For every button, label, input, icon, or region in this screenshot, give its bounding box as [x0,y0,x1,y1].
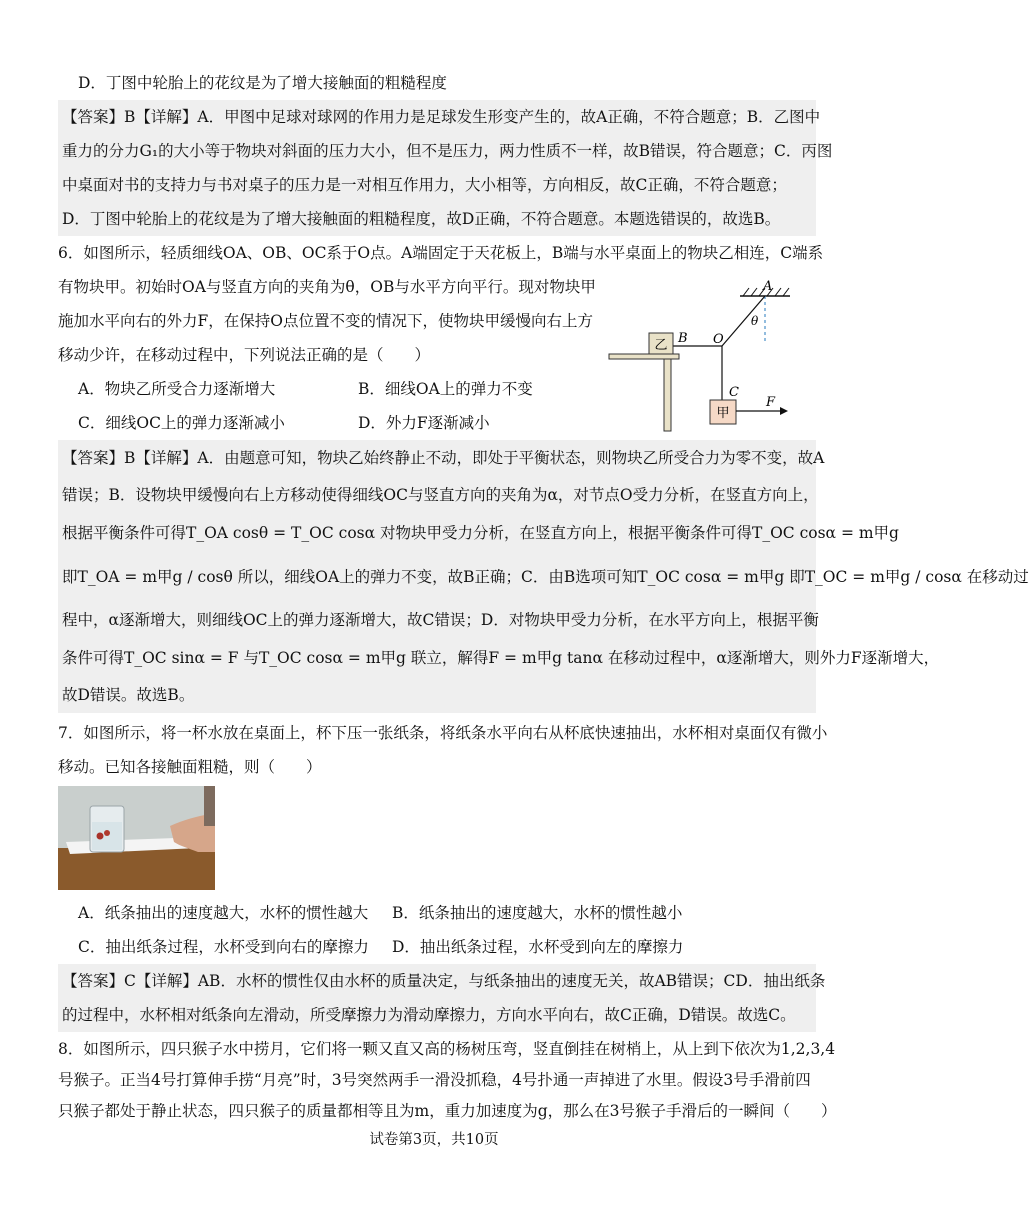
q6-option-c: C．细线OC上的弹力逐渐减小 [78,414,285,432]
answer7-line: 【答案】C【详解】AB．水杯的惯性仅由水杯的质量决定，与纸条抽出的速度无关，故AB错误；CD．抽出纸条 [62,972,826,990]
line-oa [722,296,765,346]
photo-red-item [104,830,110,836]
q6-option-a: A．物块乙所受合力逐渐增大 [78,380,276,398]
q8-line: 8．如图所示，四只猴子水中捞月，它们将一颗又直又高的杨树压弯，竖直倒挂在树梢上，从上到下依次为1,2,3,4 [58,1040,836,1058]
page-footer: 试卷第3页，共10页 [369,1132,499,1148]
q6-line: 施加水平向右的外力F，在保持O点位置不变的情况下，使物块甲缓慢向右上方 [58,312,593,330]
q8-block [58,1034,837,1127]
label-o: O [713,332,724,347]
answer5-line: 【答案】B【详解】A．甲图中足球对球网的作用力是足球发生形变产生的，故A正确，不符合题意；B．乙图中 [62,108,821,126]
q6-option-d: D．外力F逐渐减小 [358,414,490,432]
photo-sleeve [204,786,215,826]
label-yi: 乙 [654,338,668,353]
q7-line: 移动。已知各接触面粗糙，则（ ） [58,758,322,776]
answer7-line: 的过程中，水杯相对纸条向左滑动，所受摩擦力为滑动摩擦力，方向水平向右，故C正确，D错误。故选C。 [62,1006,796,1024]
q7-block [58,716,828,784]
photo-red-item [97,833,104,840]
answer6-block [58,440,1029,713]
label-c: C [729,385,739,400]
q7-option-a: A．纸条抽出的速度越大，水杯的惯性越大 [78,904,369,922]
q7-photo [58,786,215,890]
q6-line: 有物块甲。初始时OA与竖直方向的夹角为θ，OB与水平方向平行。现对物块甲 [58,278,596,296]
label-theta: θ [751,314,759,328]
label-a: A [763,279,773,294]
answer6-line: 根据平衡条件可得T_OA cosθ = T_OC cosα 对物块甲受力分析，在竖直方向上，根据平衡条件可得T_OC cosα = m甲g [62,524,899,542]
label-f: F [766,395,776,410]
answer5-line: 中桌面对书的支持力与书对桌子的压力是一对相互作用力，大小相等，方向相反，故C正确，不符合题意； [62,176,787,194]
q6-line: 移动少许，在移动过程中，下列说法正确的是（ ） [58,346,431,364]
answer6-line: 即T_OA = m甲g / cosθ 所以，细线OA上的弹力不变，故B正确；C．由B选项可知T_OC cosα = m甲g 即T_OC = m甲g / cosα 在移动过 [62,568,1029,586]
answer5-line: 重力的分力G₁的大小等于物块对斜面的压力大小，但不是压力，两力性质不一样，故B错误，符合题意；C．丙图 [62,142,833,160]
q7-option-b: B．纸条抽出的速度越大，水杯的惯性越小 [392,904,683,922]
q5-option-d: D．丁图中轮胎上的花纹是为了增大接触面的粗糙程度 [78,74,447,92]
answer5-line: D．丁图中轮胎上的花纹是为了增大接触面的粗糙程度，故D正确，不符合题意。本题选错误的，故选B。 [62,210,781,228]
q6-diagram [605,278,795,434]
answer6-line: 故D错误。故选B。 [62,686,195,704]
answer7-block [58,964,826,1032]
answer6-line: 程中，α逐渐增大，则细线OC上的弹力逐渐增大，故C错误；D．对物块甲受力分析，在水平方向上，根据平衡 [62,611,819,629]
q6-line: 6．如图所示，轻质细线OA、OB、OC系于O点。A端固定于天花板上，B端与水平桌面上的物块乙相连，C端系 [58,244,824,262]
answer6-line: 【答案】B【详解】A．由题意可知，物块乙始终静止不动，即处于平衡状态，则物块乙所受合力为零不变，故A [62,449,825,467]
q7-option-d: D．抽出纸条过程，水杯受到向左的摩擦力 [392,938,684,956]
label-b: B [678,331,688,346]
q8-line: 号猴子。正当4号打算伸手捞“月亮”时，3号突然两手一滑没抓稳，4号扑通一声掉进了水里。假设3号手滑前四 [58,1071,811,1089]
photo-table [58,848,215,890]
table-leg [664,359,671,431]
answer6-line: 错误；B．设物块甲缓慢向右上方移动使得细线OC与竖直方向的夹角为α，对节点O受力分析，在竖直方向上， [62,486,819,504]
force-arrowhead [780,407,788,415]
label-jia: 甲 [716,406,730,421]
answer5-block [58,100,833,236]
answer6-line: 条件可得T_OC sinα = F 与T_OC cosα = m甲g 联立，解得F = m甲g tanα 在移动过程中，α逐渐增大，则外力F逐渐增大， [62,649,940,667]
q8-line: 只猴子都处于静止状态，四只猴子的质量都相等且为m，重力加速度为g，那么在3号猴子手滑后的一瞬间（ ） [58,1102,837,1120]
q7-line: 7．如图所示，将一杯水放在桌面上，杯下压一张纸条，将纸条水平向右从杯底快速抽出，水杯相对桌面仅有微小 [58,724,828,742]
table-top [609,354,679,359]
q6-option-b: B．细线OA上的弹力不变 [358,380,533,398]
q7-option-c: C．抽出纸条过程，水杯受到向右的摩擦力 [78,938,369,956]
